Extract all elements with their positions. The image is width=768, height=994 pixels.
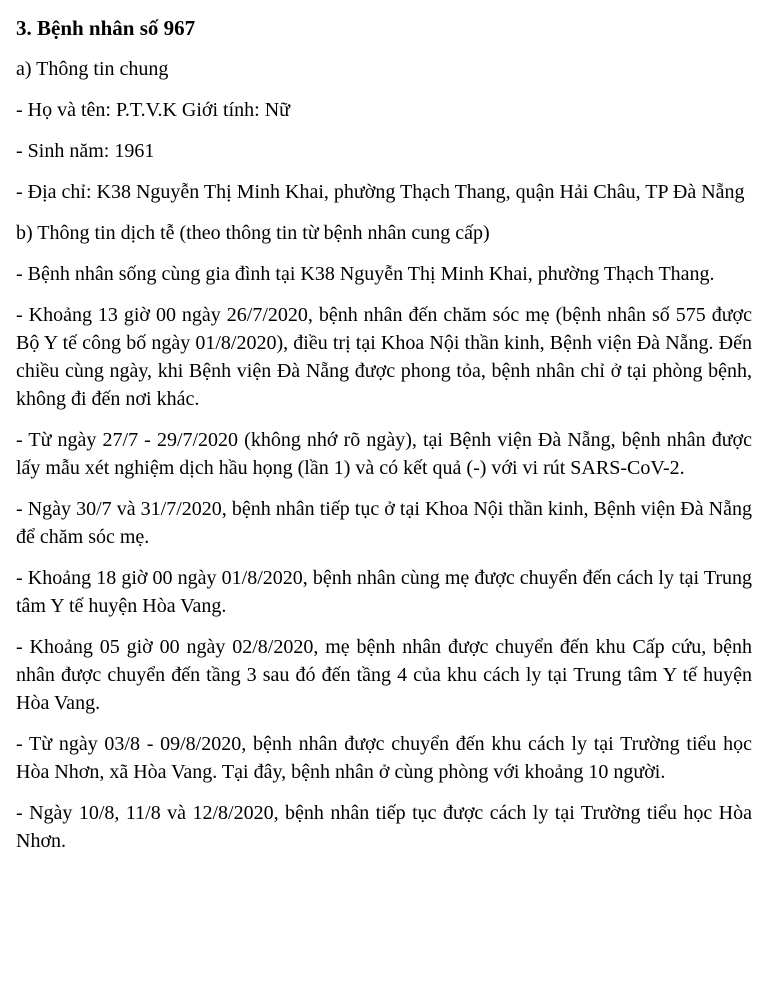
event-26-7-paragraph: - Khoảng 13 giờ 00 ngày 26/7/2020, bệnh nhân đến chăm sóc mẹ (bệnh nhân số 575 được Bộ Y tế công bố ngày 01/8/2020), điều trị tại Khoa Nội thần kinh, Bệnh viện Đà Nẵng. Đến chiều cùng ngày, khi Bệnh viện Đà Nẵng được phong tỏa, bệnh nhân chỉ ở tại phòng bệnh, không đi đến nơi khác. bbox=[16, 304, 752, 410]
address-line: - Địa chỉ: K38 Nguyễn Thị Minh Khai, phường Thạch Thang, quận Hải Châu, TP Đà Nẵng bbox=[16, 181, 745, 203]
section-a-heading: a) Thông tin chung bbox=[16, 58, 169, 80]
section-b-heading: b) Thông tin dịch tễ (theo thông tin từ bệnh nhân cung cấp) bbox=[16, 222, 490, 244]
event-03-09-8-paragraph: - Từ ngày 03/8 - 09/8/2020, bệnh nhân được chuyển đến khu cách ly tại Trường tiểu học Hòa Nhơn, xã Hòa Vang. Tại đây, bệnh nhân ở cùng phòng với khoảng 10 người. bbox=[16, 733, 752, 783]
event-27-29-7-paragraph: - Từ ngày 27/7 - 29/7/2020 (không nhớ rõ ngày), tại Bệnh viện Đà Nẵng, bệnh nhân được lấy mẫu xét nghiệm dịch hầu họng (lần 1) và có kết quả (-) với vi rút SARS-CoV-2. bbox=[16, 429, 752, 479]
event-02-8-paragraph: - Khoảng 05 giờ 00 ngày 02/8/2020, mẹ bệnh nhân được chuyển đến khu Cấp cứu, bệnh nhân được chuyển đến tầng 3 sau đó đến tầng 4 của khu cách ly tại Trung tâm Y tế huyện Hòa Vang. bbox=[16, 636, 752, 714]
event-01-8-paragraph: - Khoảng 18 giờ 00 ngày 01/8/2020, bệnh nhân cùng mẹ được chuyển đến cách ly tại Trung tâm Y tế huyện Hòa Vang. bbox=[16, 567, 752, 617]
name-gender-line: - Họ và tên: P.T.V.K Giới tính: Nữ bbox=[16, 99, 291, 121]
residence-paragraph: - Bệnh nhân sống cùng gia đình tại K38 Nguyễn Thị Minh Khai, phường Thạch Thang. bbox=[16, 263, 715, 285]
event-30-31-7-paragraph: - Ngày 30/7 và 31/7/2020, bệnh nhân tiếp tục ở tại Khoa Nội thần kinh, Bệnh viện Đà Nẵng để chăm sóc mẹ. bbox=[16, 498, 752, 548]
patient-number-heading: 3. Bệnh nhân số 967 bbox=[16, 16, 196, 40]
event-10-12-8-paragraph: - Ngày 10/8, 11/8 và 12/8/2020, bệnh nhân tiếp tục được cách ly tại Trường tiểu học Hòa Nhơn. bbox=[16, 802, 752, 852]
birth-year-line: - Sinh năm: 1961 bbox=[16, 140, 155, 162]
